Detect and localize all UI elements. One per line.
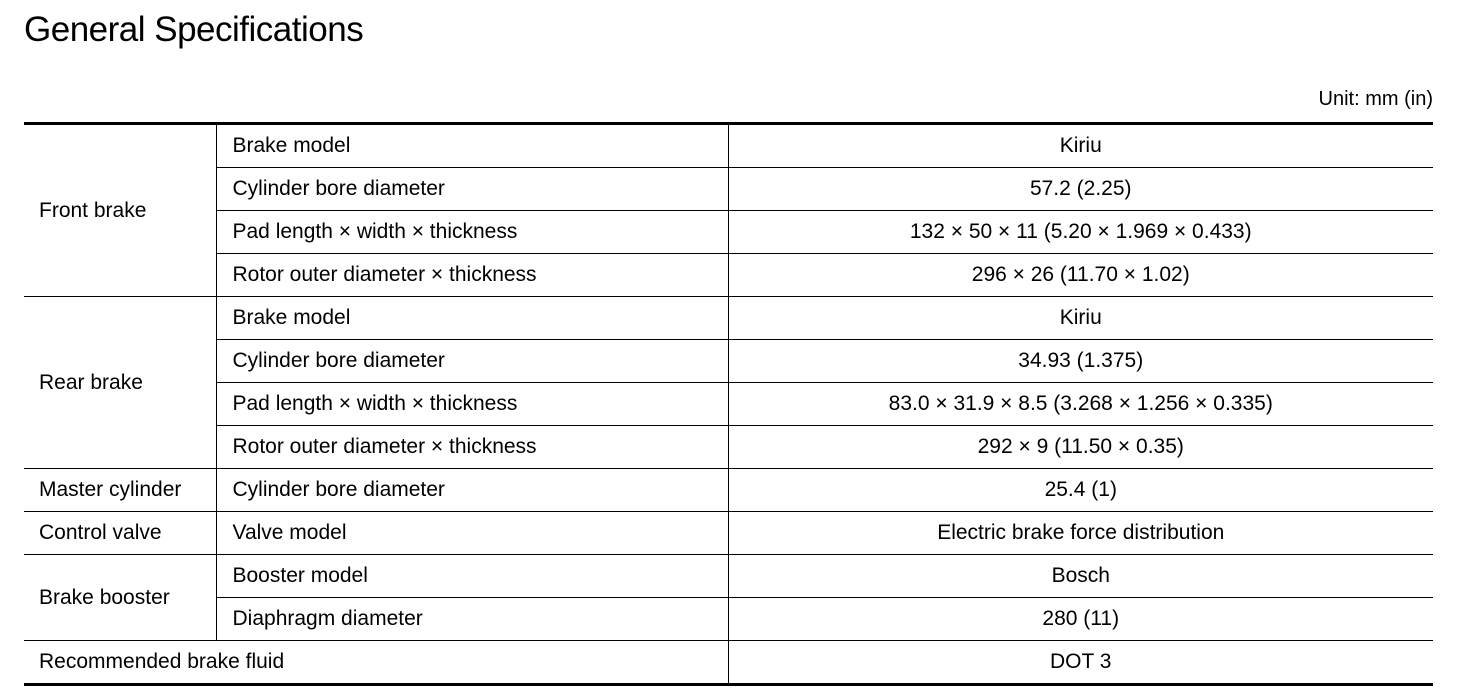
spec-value: 57.2 (2.25) [728,168,1433,211]
table-row [24,211,1433,254]
spec-item: Pad length × width × thickness [216,211,728,254]
spec-value: 280 (11) [728,598,1433,641]
spec-value: DOT 3 [728,641,1433,685]
spec-item: Cylinder bore diameter [216,340,728,383]
group-recommended-brake-fluid: Recommended brake fluid [24,641,728,685]
table-row [24,641,1433,685]
table-row [24,598,1433,641]
spec-item: Booster model [216,555,728,598]
table-row [24,512,1433,555]
table-row [24,124,1433,168]
group-brake-booster: Brake booster [24,555,216,641]
table-row [24,168,1433,211]
group-control-valve: Control valve [24,512,216,555]
spec-item: Brake model [216,297,728,340]
spec-item: Cylinder bore diameter [216,469,728,512]
table-row [24,340,1433,383]
spec-item: Pad length × width × thickness [216,383,728,426]
page-title: General Specifications [24,10,364,49]
spec-value: Kiriu [728,297,1433,340]
specifications-table [24,122,1433,686]
spec-value: 25.4 (1) [728,469,1433,512]
spec-item: Rotor outer diameter × thickness [216,426,728,469]
spec-value: Kiriu [1059,134,1102,157]
group-master-cylinder: Master cylinder [24,469,216,512]
spec-value: 132 × 50 × 11 (5.20 × 1.969 × 0.433) [728,211,1433,254]
group-front-brake: Front brake [24,124,216,297]
spec-value: Bosch [728,555,1433,598]
group-rear-brake: Rear brake [24,297,216,469]
spec-item: Valve model [216,512,728,555]
table-row [24,383,1433,426]
table-row [24,254,1433,297]
table-row [24,555,1433,598]
spec-item: Brake model [216,124,728,168]
spec-value: 296 × 26 (11.70 × 1.02) [728,254,1433,297]
spec-item: Diaphragm diameter [216,598,728,641]
table-row [24,469,1433,512]
table-row [24,426,1433,469]
unit-label: Unit: mm (in) [1318,88,1433,110]
spec-value: 34.93 (1.375) [728,340,1433,383]
spec-value: 292 × 9 (11.50 × 0.35) [728,426,1433,469]
table-row [24,297,1433,340]
spec-item: Rotor outer diameter × thickness [216,254,728,297]
spec-item: Cylinder bore diameter [216,168,728,211]
spec-value: Electric brake force distribution [728,512,1433,555]
spec-value: 83.0 × 31.9 × 8.5 (3.268 × 1.256 × 0.335) [728,383,1433,426]
